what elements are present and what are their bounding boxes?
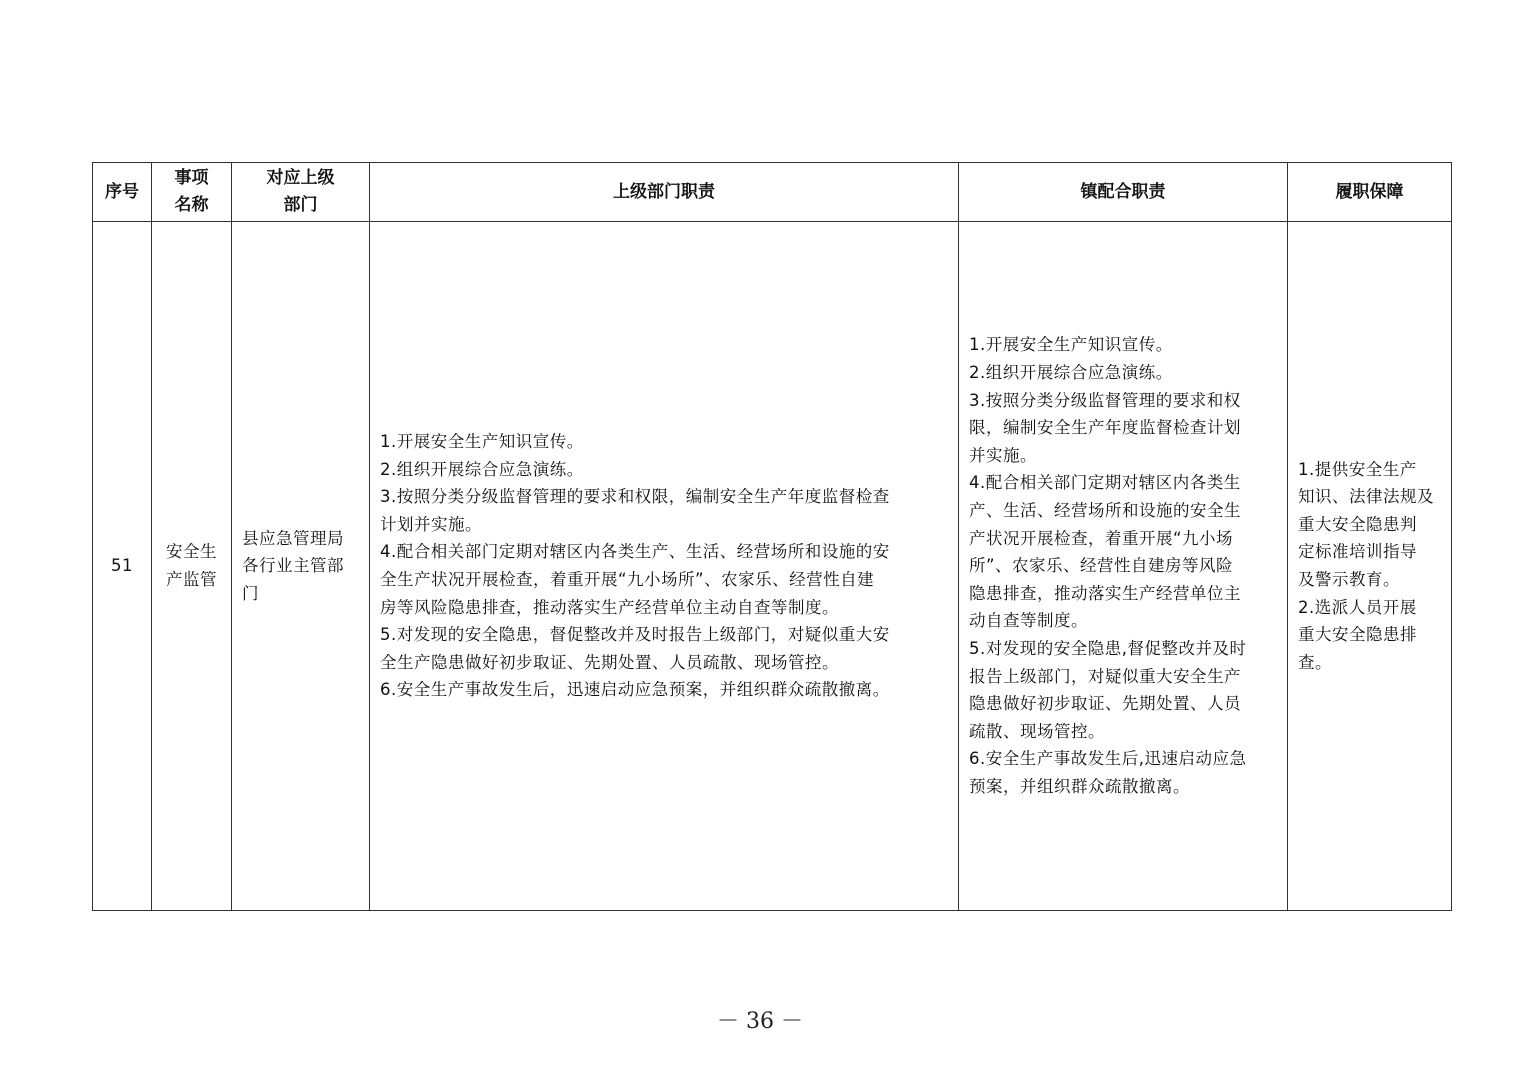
town-duty-line: 5.对发现的安全隐患,督促整改并及时 bbox=[969, 638, 1247, 658]
header-item-name-line: 名称 bbox=[174, 195, 209, 215]
superior-duty-line: 4.配合相关部门定期对辖区内各类生产、生活、经营场所和设施的安 bbox=[380, 542, 890, 562]
header-superior-dept bbox=[232, 163, 370, 222]
town-duty-line: 2.组织开展综合应急演练。 bbox=[969, 363, 1173, 383]
superior-duty-line: 5.对发现的安全隐患，督促整改并及时报告上级部门，对疑似重大安 bbox=[380, 625, 890, 645]
cell-item-name-line: 安全生 bbox=[166, 542, 217, 562]
guarantee-line: 知识、法律法规及 bbox=[1298, 487, 1434, 507]
cell-superior-dept-line: 各行业主管部 bbox=[242, 556, 344, 576]
header-item-name-line: 事项 bbox=[174, 168, 209, 188]
guarantee-line: 定标准培训指导 bbox=[1298, 542, 1417, 562]
header-guarantee: 履职保障 bbox=[1288, 163, 1452, 222]
header-item-name bbox=[152, 163, 232, 222]
guarantee-line: 1.提供安全生产 bbox=[1298, 459, 1417, 479]
cell-item-name-line: 产监管 bbox=[166, 570, 217, 589]
superior-duty-line: 2.组织开展综合应急演练。 bbox=[380, 459, 584, 479]
town-duty-line: 预案，并组织群众疏散撤离。 bbox=[969, 776, 1190, 796]
superior-duty-line: 3.按照分类分级监督管理的要求和权限，编制安全生产年度监督检查 bbox=[380, 487, 890, 507]
town-duty-line: 隐患做好初步取证、先期处置、人员 bbox=[969, 694, 1241, 714]
town-duty-line: 3.按照分类分级监督管理的要求和权 bbox=[969, 390, 1241, 410]
superior-duty-line: 全生产状况开展检查，着重开展“九小场所”、农家乐、经营性自建 bbox=[380, 570, 875, 589]
guarantee-line: 查。 bbox=[1298, 652, 1332, 672]
town-duty-line: 6.安全生产事故发生后,迅速启动应急 bbox=[969, 749, 1247, 769]
town-duty-line: 动自查等制度。 bbox=[969, 611, 1088, 631]
guarantee-line: 2.选派人员开展 bbox=[1298, 597, 1417, 617]
table-header-row bbox=[93, 163, 1452, 222]
page-number: － 36 － bbox=[717, 1009, 803, 1034]
cell-item-name bbox=[152, 222, 232, 911]
guarantee-line: 重大安全隐患判 bbox=[1298, 514, 1417, 534]
town-duty-line: 4.配合相关部门定期对辖区内各类生 bbox=[969, 473, 1241, 493]
header-superior-dept-line: 部门 bbox=[283, 195, 318, 215]
superior-duty-line: 计划并实施。 bbox=[380, 514, 482, 534]
header-town-duty: 镇配合职责 bbox=[959, 163, 1288, 222]
town-duty-line: 隐患排查，推动落实生产经营单位主 bbox=[969, 583, 1241, 603]
cell-superior-dept-line: 县应急管理局 bbox=[242, 528, 344, 548]
town-duty-line: 产状况开展检查，着重开展“九小场 bbox=[969, 528, 1234, 548]
header-seq: 序号 bbox=[93, 163, 152, 222]
town-duty-line: 疏散、现场管控。 bbox=[969, 721, 1105, 741]
town-duty-line: 1.开展安全生产知识宣传。 bbox=[969, 335, 1173, 355]
cell-superior-duty bbox=[370, 222, 959, 911]
cell-superior-dept bbox=[232, 222, 370, 911]
cell-superior-dept-line: 门 bbox=[242, 583, 259, 603]
cell-guarantee bbox=[1288, 222, 1452, 911]
header-superior-duty: 上级部门职责 bbox=[370, 163, 959, 222]
town-duty-line: 并实施。 bbox=[969, 445, 1037, 465]
superior-duty-line: 房等风险隐患排查，推动落实生产经营单位主动自查等制度。 bbox=[380, 597, 839, 617]
table-row bbox=[93, 222, 1452, 911]
town-duty-line: 所”、农家乐、经营性自建房等风险 bbox=[969, 556, 1234, 576]
town-duty-line: 报告上级部门，对疑似重大安全生产 bbox=[969, 666, 1241, 686]
guarantee-line: 重大安全隐患排 bbox=[1298, 625, 1417, 645]
cell-town-duty bbox=[959, 222, 1288, 911]
town-duty-line: 产、生活、经营场所和设施的安全生 bbox=[969, 501, 1241, 521]
duty-table bbox=[92, 162, 1452, 911]
guarantee-line: 及警示教育。 bbox=[1298, 570, 1400, 589]
header-superior-dept-line: 对应上级 bbox=[266, 168, 335, 188]
superior-duty-line: 6.安全生产事故发生后，迅速启动应急预案，并组织群众疏散撤离。 bbox=[380, 680, 890, 700]
town-duty-line: 限，编制安全生产年度监督检查计划 bbox=[969, 418, 1241, 438]
superior-duty-line: 全生产隐患做好初步取证、先期处置、人员疏散、现场管控。 bbox=[380, 652, 839, 672]
superior-duty-line: 1.开展安全生产知识宣传。 bbox=[380, 432, 584, 452]
cell-seq: 51 bbox=[93, 222, 152, 911]
